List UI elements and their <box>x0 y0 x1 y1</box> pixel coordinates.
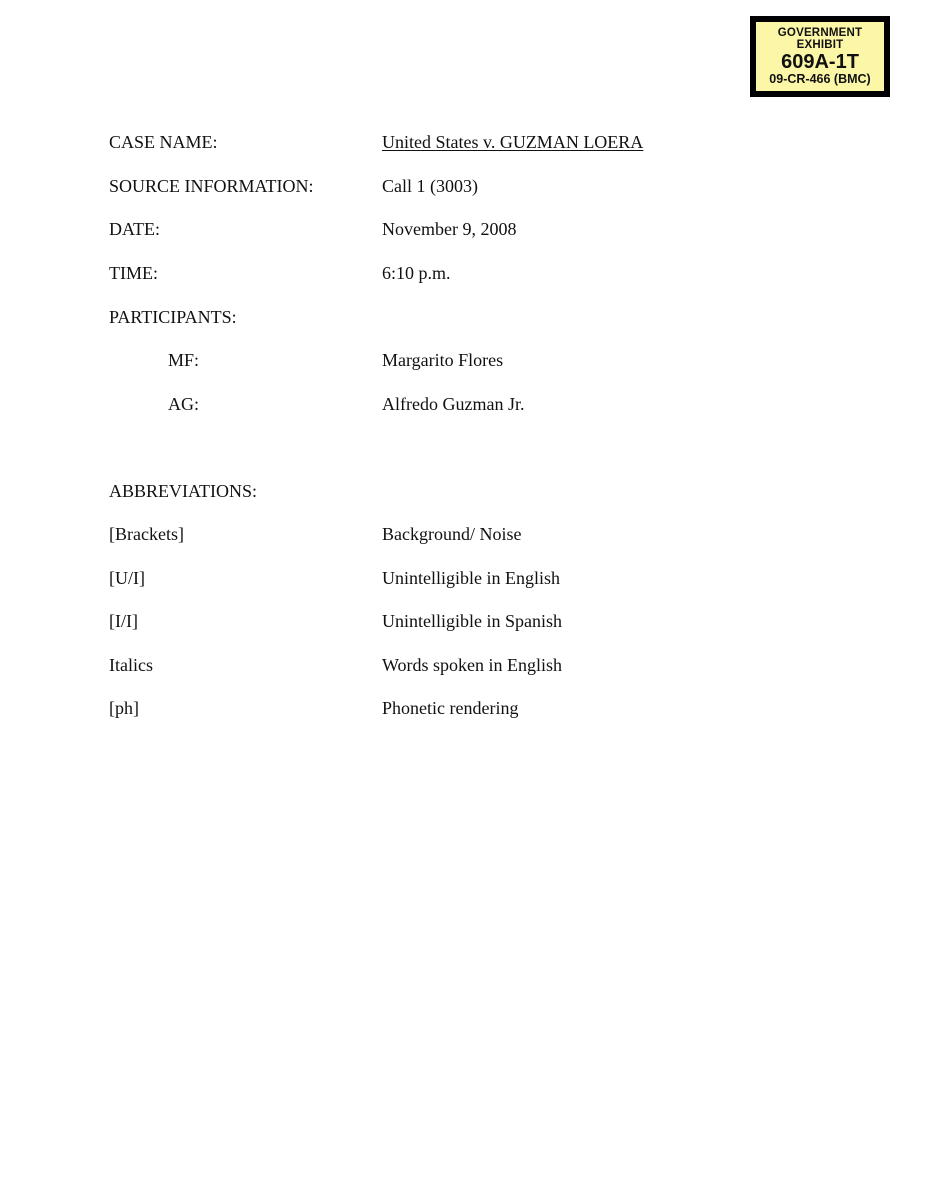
case-name-value: United States v. GUZMAN LOERA <box>382 132 644 152</box>
abbreviations-heading-row <box>0 478 927 504</box>
abbreviation-term: [Brackets] <box>109 524 184 544</box>
exhibit-sticker <box>750 16 890 97</box>
abbreviation-meaning: Background/ Noise <box>382 524 522 544</box>
participant-code: MF: <box>168 350 200 370</box>
abbreviation-term: [I/I] <box>109 611 138 631</box>
abbreviation-row <box>0 565 927 591</box>
abbreviation-meaning: Unintelligible in Spanish <box>382 611 562 631</box>
abbreviation-meaning: Phonetic rendering <box>382 698 519 718</box>
exhibit-sticker-label <box>756 22 884 91</box>
case-name-row <box>0 129 927 155</box>
participants-heading-row <box>0 304 927 330</box>
date-value: November 9, 2008 <box>382 219 517 239</box>
time-label: TIME: <box>109 263 158 283</box>
date-row <box>0 216 927 242</box>
exhibit-line-exhibit: EXHIBIT <box>796 38 844 51</box>
case-name-label: CASE NAME: <box>109 132 218 152</box>
abbreviation-row <box>0 608 927 634</box>
abbreviation-term: Italics <box>109 655 153 675</box>
exhibit-case-number: 09-CR-466 (BMC) <box>769 72 871 86</box>
participant-row <box>0 347 927 373</box>
exhibit-number: 609A-1T <box>781 51 859 73</box>
time-value: 6:10 p.m. <box>382 263 451 283</box>
participant-code: AG: <box>168 394 199 414</box>
abbreviation-term: [U/I] <box>109 568 145 588</box>
source-information-label: SOURCE INFORMATION: <box>109 176 314 196</box>
abbreviation-row <box>0 695 927 721</box>
abbreviation-term: [ph] <box>109 698 139 718</box>
date-label: DATE: <box>109 219 160 239</box>
exhibit-line-government: GOVERNMENT <box>777 26 863 39</box>
abbreviations-label: ABBREVIATIONS: <box>109 481 258 501</box>
participant-row <box>0 391 927 417</box>
source-information-value: Call 1 (3003) <box>382 176 478 196</box>
source-information-row <box>0 173 927 199</box>
abbreviation-row <box>0 652 927 678</box>
abbreviation-meaning: Unintelligible in English <box>382 568 560 588</box>
abbreviation-row <box>0 521 927 547</box>
participant-name: Margarito Flores <box>382 350 504 370</box>
participant-name: Alfredo Guzman Jr. <box>382 394 525 414</box>
participants-label: PARTICIPANTS: <box>109 307 237 327</box>
time-row <box>0 260 927 286</box>
abbreviation-meaning: Words spoken in English <box>382 655 563 675</box>
